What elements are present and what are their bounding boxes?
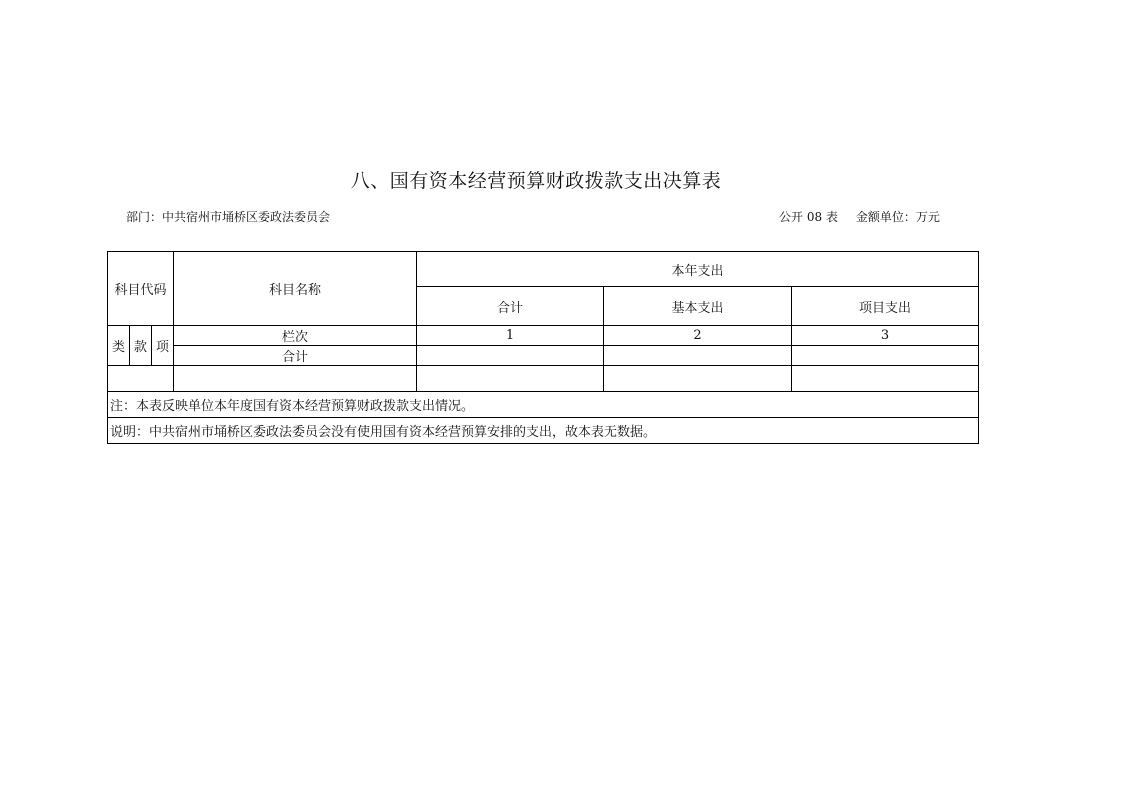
table-number: 公开 08 表 [779, 210, 838, 224]
page-title: 八、国有资本经营预算财政拨款支出决算表 [350, 170, 722, 192]
subject-name-header: 科目名称 [174, 252, 417, 326]
total-row-label: 合计 [174, 346, 417, 366]
table-explanation: 说明：中共宿州市埇桥区委政法委员会没有使用国有资本经营预算安排的支出，故本表无数据。 [108, 418, 979, 444]
column-number-total: 1 [417, 326, 604, 346]
table-meta [779, 208, 940, 225]
amount-unit: 金额单位：万元 [855, 210, 940, 224]
empty-basic-cell [604, 366, 792, 392]
department-label: 部门：中共宿州市埇桥区委政法委员会 [126, 210, 331, 224]
column-number-project: 3 [792, 326, 979, 346]
basic-expense-header: 基本支出 [604, 287, 792, 326]
table-note: 注：本表反映单位本年度国有资本经营预算财政拨款支出情况。 [108, 392, 979, 418]
total-row-basic [604, 346, 792, 366]
subject-code-header: 科目代码 [108, 252, 174, 326]
empty-total-cell [417, 366, 604, 392]
total-header: 合计 [417, 287, 604, 326]
expenditure-table [107, 251, 979, 444]
code-section-header: 款 [130, 326, 152, 366]
total-row-project [792, 346, 979, 366]
total-row-total [417, 346, 604, 366]
empty-code-cell [108, 366, 174, 392]
empty-name-cell [174, 366, 417, 392]
current-year-expense-header: 本年支出 [417, 252, 979, 287]
code-class-header: 类 [108, 326, 130, 366]
column-number-basic: 2 [604, 326, 792, 346]
project-expense-header: 项目支出 [792, 287, 979, 326]
column-number-label: 栏次 [174, 326, 417, 346]
code-item-header: 项 [152, 326, 174, 366]
empty-project-cell [792, 366, 979, 392]
